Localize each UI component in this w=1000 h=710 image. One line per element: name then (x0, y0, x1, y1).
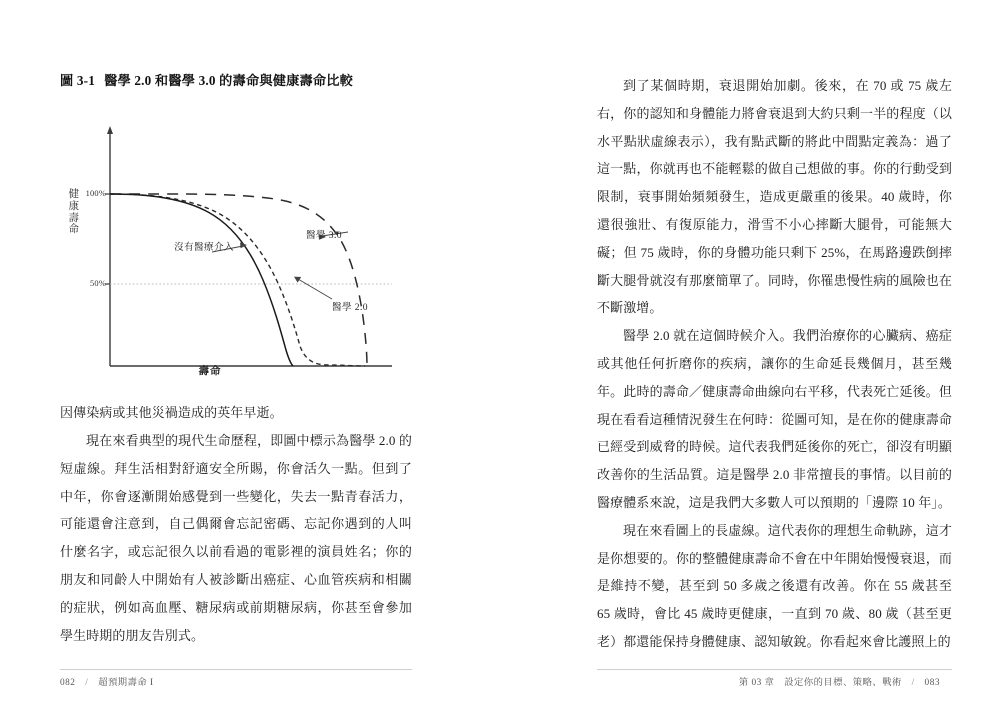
left-page-column (60, 72, 412, 649)
leader-line-medicine-2-0 (298, 279, 332, 299)
figure-title: 醫學 2.0 和醫學 3.0 的壽命與健康壽命比較 (104, 73, 354, 88)
y-axis-label: 健康壽命 (68, 189, 80, 236)
y-tick-label-100: 100% (85, 189, 106, 199)
footer-separator-left: / (85, 678, 89, 688)
footer-page-number-left: 082 (60, 678, 76, 688)
paragraph: 醫學 2.0 就在這個時候介入。我們治療你的心臟病、癌症或其他任何折磨你的疾病，讓你的生命延長幾個月，甚至幾年。此時的壽命／健康壽命曲線向右平移，代表死亡延後。但現在看看這種情況發生在何時：從圖可知，是在你的健康壽命已經受到威脅的時候。這代表我們延後你的死亡，卻沒有明顯改善你的生活品質。這是醫學 2.0 非常擅長的事情。以目前的醫療體系來說，這是我們大多數人可以預期的「邊際 10 年」。 (597, 328, 952, 510)
footer-divider-left (60, 669, 412, 670)
footer-right (739, 674, 940, 688)
leader-arrow-medicine-2-0 (294, 277, 301, 283)
left-body-text (60, 399, 412, 649)
paragraph: 現在來看圖上的長虛線。這代表你的理想生命軌跡，這才是你想要的。你的整體健康壽命不會在中年開始慢慢衰退，而是維持不變，甚至到 50 多歲之後還有改善。你在 55 歲甚至 65 歲時，會比 45 歲時更健康，一直到 70 歲、80 歲（甚至更老）都還能保持身體健康、認知敏銳。你看起來會比護照上的 (597, 522, 952, 649)
figure-caption (60, 72, 412, 89)
footer-divider-right (597, 669, 952, 670)
y-tick-label-50: 50% (90, 279, 106, 289)
footer-chapter-title: 第 03 章 設定你的目標、策略、戰術 (738, 678, 902, 688)
paragraph: 到了某個時期，衰退開始加劇。後來，在 70 或 75 歲左右，你的認知和身體能力將會衰退到大約只剩一半的程度（以水平點狀虛線表示），我有點武斷的將此中間點定義為：過了這一點，你就再也不能輕鬆的做自己想做的事。你的行動受到限制，衰事開始頻頻發生，造成更嚴重的後果。40 歲時，你還很強壯、有復原能力，滑雪不小心摔斷大腿骨，可能無大礙；但 75 歲時，你的身體功能只剩下 25%，在馬路邊跌倒摔斷大腿骨就沒有那麼簡單了。同時，你罹患慢性病的風險也在不斷激增。 (597, 78, 952, 316)
y-axis-arrowhead (107, 126, 113, 134)
curve-medicine-2-0 (110, 194, 365, 366)
right-body-text (597, 72, 952, 656)
footer-book-title: 超預期壽命 I (98, 678, 154, 688)
figure-number: 圖 3-1 (60, 73, 96, 88)
curve-label-no-intervention: 沒有醫療介入 (174, 242, 234, 254)
curve-label-medicine-3-0: 醫學 3.0 (306, 230, 342, 242)
curve-label-medicine-2-0: 醫學 2.0 (332, 302, 368, 314)
lifespan-healthspan-chart (60, 113, 412, 385)
curve-no-intervention (110, 194, 293, 366)
footer-left (60, 674, 154, 688)
figure-chart (60, 113, 412, 385)
paragraph: 現在來看典型的現代生命歷程，即圖中標示為醫學 2.0 的短虛線。拜生活相對舒適安全所賜，你會活久一點。但到了中年，你會逐漸開始感覺到一些變化，失去一點青春活力，可能還會注意到，自己偶爾會忘記密碼、忘記你遇到的人叫什麼名字，或忘記很久以前看過的電影裡的演員姓名；你的朋友和同齡人中開始有人被診斷出癌症、心血管疾病和相關的症狀，例如高血壓、糖尿病或前期糖尿病，你甚至會參加學生時期的朋友告別式。 (60, 432, 412, 643)
paragraph: 因傳染病或其他災禍造成的英年早逝。 (60, 405, 283, 421)
x-axis-label: 壽命 (198, 366, 222, 378)
footer-separator-right: / (911, 678, 915, 688)
right-page-column (597, 72, 952, 656)
curve-medicine-3-0 (110, 194, 367, 366)
footer-page-number-right: 083 (924, 678, 940, 688)
